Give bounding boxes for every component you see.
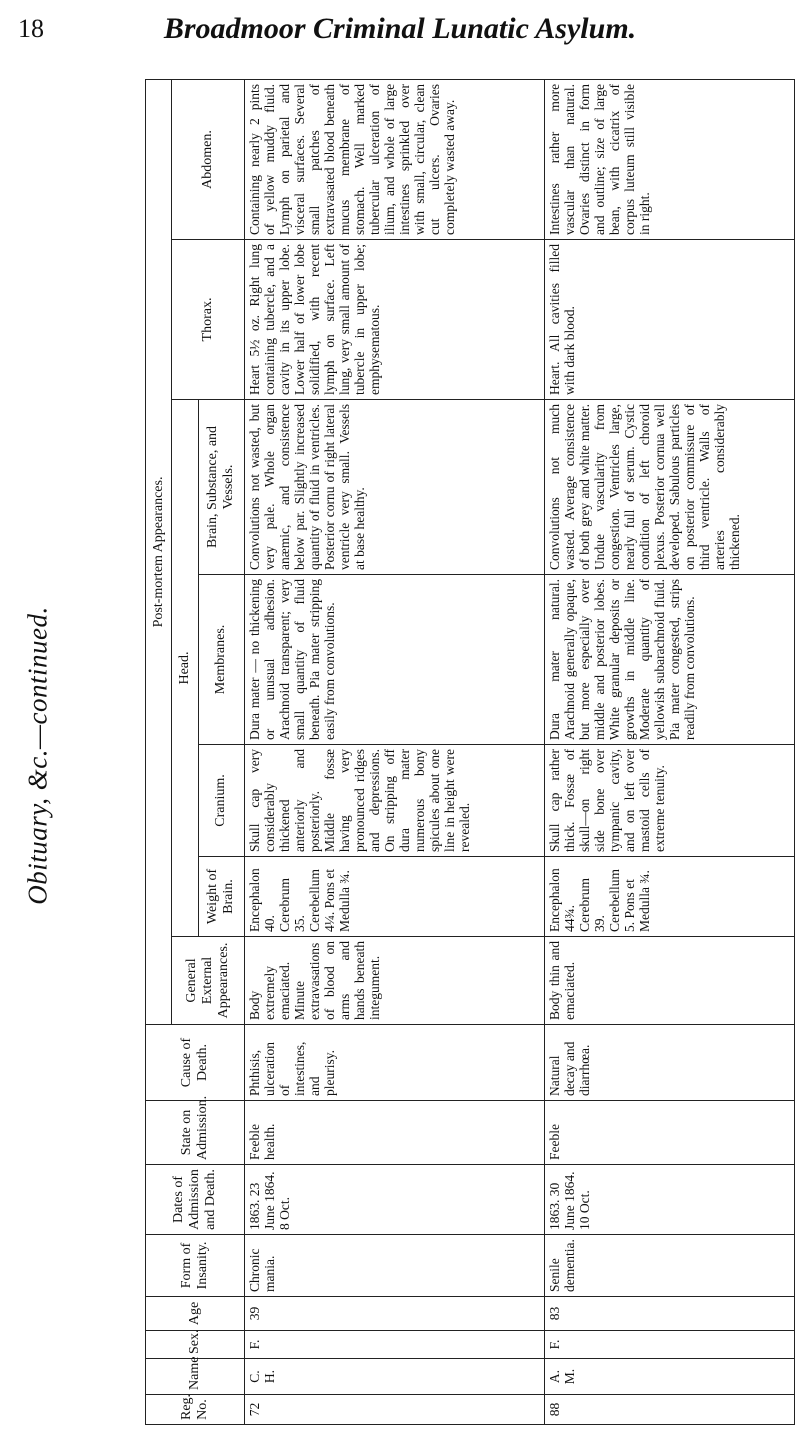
cell-brain-substance: Convolutions not wasted, but very pale. Whole organ anæmic, and consistence below par. Slightly increased quantity of fluid in ventricles. Posterior cornu of right lateral ventricle very small. Vessels at base healthy.: [244, 400, 544, 575]
cell-cause-of-death: Phthisis, ulceration of intestines, and pleurisy.: [244, 1025, 544, 1101]
header-row-1: [146, 79, 172, 1424]
cell-age: 39: [244, 1297, 544, 1331]
header-post-mortem: Post-mortem Appearances.: [146, 79, 172, 1024]
cell-sex: F.: [244, 1331, 544, 1359]
cell-name: C. H.: [244, 1359, 544, 1395]
running-title: Broadmoor Criminal Lunatic Asylum.: [163, 12, 637, 45]
header-cranium: Cranium.: [198, 745, 244, 857]
cell-membranes: Dura mater — no thickening or unusual adhesion. Arachnoid transparent; very small quantity of fluid beneath. Pia mater stripping easily from convolutions.: [244, 575, 544, 745]
cell-weight-of-brain: Encephalon 44¾. Cerebrum 39. Cerebellum 5. Pons et Medulla ¾.: [544, 857, 794, 937]
cell-dates: 1863. 23 June 1864. 8 Oct.: [244, 1165, 544, 1235]
header-name: Name: [146, 1359, 245, 1395]
cell-state-on-admission: Feeble: [544, 1101, 794, 1165]
page-number: 18: [18, 14, 44, 43]
cell-membranes: Dura mater natural. Arachnoid generally opaque, but more especially over middle and posterior lobes. White granular deposits or growths in middle line. Moderate quantity of yellowish subarachnoid fluid. Pia mater congested, strips readily from convolutions.: [544, 575, 794, 745]
cell-sex: F.: [544, 1331, 794, 1359]
table-row: [244, 79, 544, 1424]
rotated-table-wrapper: [145, 80, 795, 1425]
cell-cause-of-death: Natural decay and diarrhœa.: [544, 1025, 794, 1101]
header-age: Age: [146, 1297, 245, 1331]
cell-reg-no: 72: [244, 1395, 544, 1425]
header-thorax: Thorax.: [172, 240, 245, 400]
header-abdomen: Abdomen.: [172, 79, 245, 239]
table-row: [544, 79, 794, 1424]
side-heading: [8, 70, 68, 1440]
header-head: Head.: [172, 400, 198, 937]
header-membranes: Membranes.: [198, 575, 244, 745]
cell-thorax: Heart 5½ oz. Right lung containing tubercle, and a cavity in its upper lobe. Lower half of lower lobe solidified, with recent lymph on surface. Left lung, very small amount of tubercle in upper lobe; emphysematous.: [244, 240, 544, 400]
cell-dates: 1863. 30 June 1864. 10 Oct.: [544, 1165, 794, 1235]
obituary-table: [145, 79, 795, 1425]
header-general-external: General External Appearances.: [172, 937, 245, 1025]
cell-thorax: Heart. All cavities filled with dark blood.: [544, 240, 794, 400]
header-reg-no: Reg. No.: [146, 1395, 245, 1425]
cell-form-of-insanity: Senile dementia.: [544, 1235, 794, 1297]
cell-state-on-admission: Feeble health.: [244, 1101, 544, 1165]
cell-weight-of-brain: Encephalon 40. Cerebrum 35. Cerebellum 4¼. Pons et Medulla ¾.: [244, 857, 544, 937]
cell-cranium: Skull cap rather thick. Fossæ of skull—on right side bone over tympanic cavity, and on left over mastoid cells of extreme tenuity.: [544, 745, 794, 857]
cell-brain-substance: Convolutions not much wasted. Average consistence of both grey and white matter. Undue vascularity from congestion. Ventricles large, nearly full of serum. Cystic condition of left choroid plexus. Posterior cornua well developed. Sabulous particles on posterior commissure of third ventricle. Walls of arteries considerably thickened.: [544, 400, 794, 575]
cell-age: 83: [544, 1297, 794, 1331]
cell-name: A. M.: [544, 1359, 794, 1395]
cell-cranium: Skull cap very considerably thickened anteriorly and posteriorly. Middle fossæ having very pronounced ridges and depressions. On stripping off dura mater numerous bony spicules about one line in height were revealed.: [244, 745, 544, 857]
cell-reg-no: 88: [544, 1395, 794, 1425]
header-brain-substance: Brain, Substance, and Vessels.: [198, 400, 244, 575]
header-dates: Dates of Admission and Death.: [146, 1165, 245, 1235]
side-heading-text: Obituary, &c.—continued.: [22, 605, 53, 905]
header-sex: Sex.: [146, 1331, 245, 1359]
header-cause-of-death: Cause of Death.: [146, 1025, 245, 1101]
header-form-of-insanity: Form of Insanity.: [146, 1235, 245, 1297]
header-state-on-admission: State on Admission.: [146, 1101, 245, 1165]
cell-form-of-insanity: Chronic mania.: [244, 1235, 544, 1297]
cell-abdomen: Intestines rather more vascular than natural. Ovaries distinct in form and outline; size of large bean, with cicatrix of corpus luteum still visible in right.: [544, 79, 794, 239]
header-weight-of-brain: Weight of Brain.: [198, 857, 244, 937]
cell-abdomen: Containing nearly 2 pints of yellow muddy fluid. Lymph on parietal and visceral surfaces. Several small patches of extravasated blood beneath mucus membrane of stomach. Well marked tubercular ulceration of ilium, and whole of large intestines sprinkled over with small, circular, clean cut ulcers. Ovaries completely wasted away.: [244, 79, 544, 239]
cell-general-external: Body extremely emaciated. Minute extravasations of blood on arms and hands beneath integument.: [244, 937, 544, 1025]
cell-general-external: Body thin and emaciated.: [544, 937, 794, 1025]
